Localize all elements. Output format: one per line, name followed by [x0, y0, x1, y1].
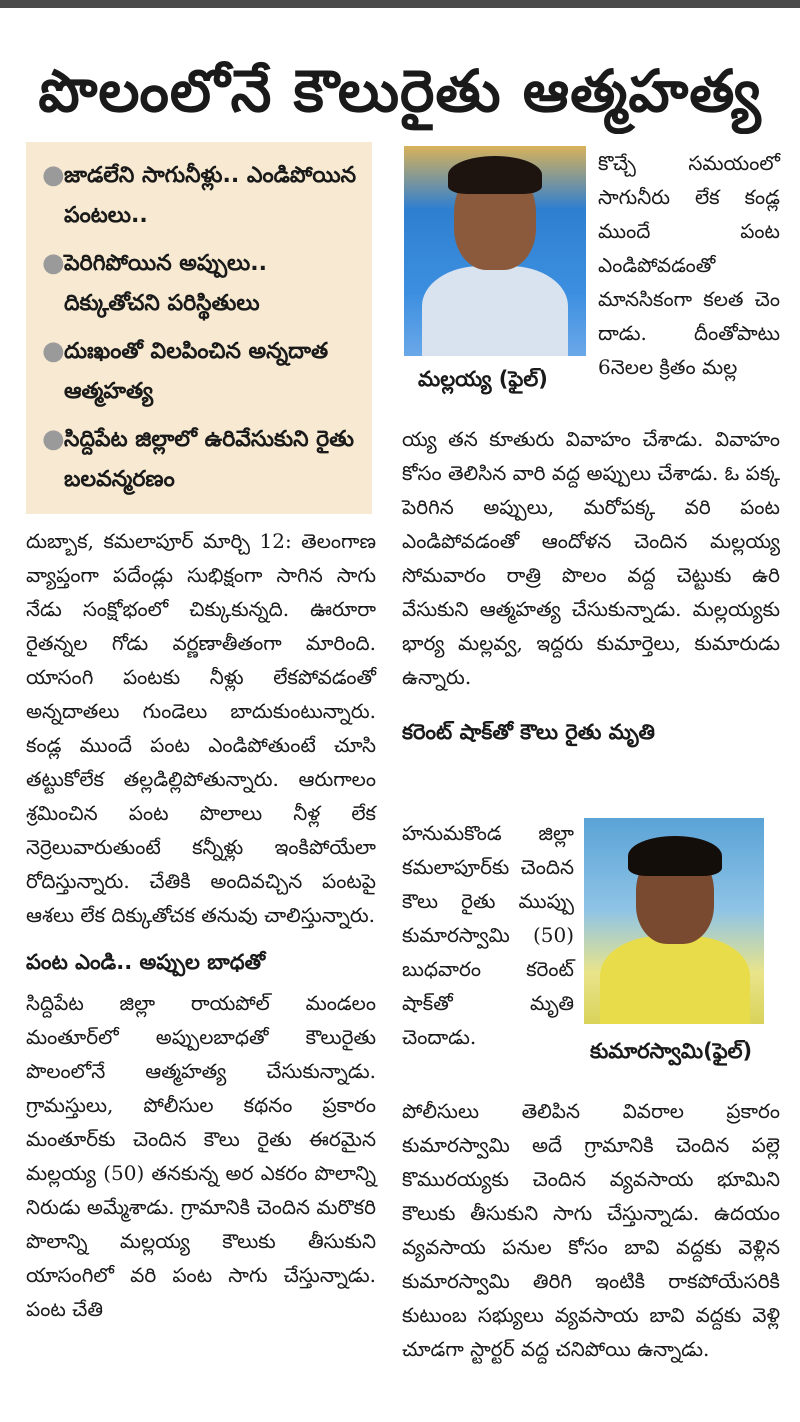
highlights-box	[26, 142, 372, 514]
kumaraswamy-photo	[584, 818, 764, 1024]
right-side-text-2	[402, 816, 574, 1054]
highlight-item	[42, 244, 362, 324]
right-side-text-1	[598, 146, 780, 384]
highlight-item	[42, 332, 362, 412]
highlight-text: సిద్దిపేట జిల్లాలో ఉరివేసుకుని రైతు బలవన్మరణం	[64, 427, 354, 492]
highlight-item	[42, 420, 362, 500]
intro-paragraph: దుబ్బాక, కమలాపూర్ మార్చి 12: తెలంగాణ వ్యాప్తంగా పదేండ్లు సుభిక్షంగా సాగిన సాగు నేడు సంక్షోభంలో చిక్కుకున్నది. ఊరూరా రైతన్నల గోడు వర్ణణాతీతంగా మారింది. యాసంగి పంటకు నీళ్లు లేకపోవడంతో అన్నదాతలు గుండెలు బాదుకుంటున్నారు. కండ్ల ముందే పంట ఎండిపోతుంటే చూసి తట్టుకోలేక తల్లడిల్లిపోతున్నారు. ఆరుగాలం శ్రమించిన పంట పొలాలు నీళ్ల లేక నెర్రెలువారుతుంటే కన్నీళ్లు ఇంకిపోయేలా రోదిస్తున్నారు. చేతికి అందివచ్చిన పంటపై ఆశలు లేక దిక్కుతోచక తనువు చాలిస్తున్నారు.	[26, 529, 376, 927]
bullet-icon: ●	[42, 424, 65, 454]
bullet-icon: ●	[42, 336, 65, 366]
side-paragraph-2: హనుమకొండ జిల్లా కమలాపూర్‌కు చెందిన కౌలు రైతు ముప్పు కుమారస్వామి (50) బుధవారం కరెంట్ షాక్‌తో మృతి చెందాడు.	[402, 821, 574, 1049]
highlight-item	[42, 156, 362, 236]
left-column	[26, 524, 376, 1326]
mallayya-continued-paragraph: య్య తన కూతురు వివాహం చేశాడు. వివాహం కోసం తెలిసిన వారి వద్ద అప్పులు చేశాడు. ఓ పక్క పెరిగిన అప్పులు, మరోపక్క వరి పంట ఎండిపోవడంతో ఆందోళన చెందిన మల్లయ్య సోమవారం రాత్రి పొలం వద్ద చెట్టుకు ఉరి వేసుకుని ఆత్మహత్య చేసుకున్నాడు. మల్లయ్యకు భార్య మల్లవ్వ, ఇద్దరు కుమార్తెలు, కుమారుడు ఉన్నారు.	[402, 427, 780, 689]
right-column-cont-2	[402, 1094, 780, 1366]
top-rule	[0, 0, 800, 8]
right-column-cont-1	[402, 422, 780, 752]
highlight-text: పెరిగిపోయిన అప్పులు.. దిక్కుతోచని పరిస్థితులు	[64, 251, 267, 316]
mallayya-photo	[404, 146, 586, 356]
side-paragraph-1: కొచ్చే సమయంలో సాగునీరు లేక కండ్ల ముందే పంట ఎండిపోవడంతో మానసికంగా కలత చెం దాడు. దీంతోపాటు 6నెలల క్రితం మల్ల	[598, 151, 780, 379]
kumaraswamy-photo-caption: కుమారస్వామి(ఫైల్)	[590, 1039, 753, 1063]
bullet-icon: ●	[42, 160, 65, 190]
highlight-text: దుఃఖంతో విలపించిన అన్నదాత ఆత్మహత్య	[64, 339, 329, 404]
article-headline: పొలంలోనే కౌలురైతు ఆత్మహత్య	[38, 57, 762, 125]
mallayya-story-paragraph: సిద్దిపేట జిల్లా రాయపోల్ మండలం మంతూర్‌లో అప్పులబాధతో కౌలురైతు పొలంలోనే ఆత్మహత్య చేసుకున్నాడు. గ్రామస్తులు, పోలీసుల కథనం ప్రకారం మంతూర్‌కు చెందిన కౌలు రైతు ఈరమైన మల్లయ్య (50) తనకున్న అర ఎకరం పొలాన్ని నిరుడు అమ్మేశాడు. గ్రామానికి చెందిన మరొకరి పొలాన్ని మల్లయ్య కౌలుకు తీసుకుని యాసంగిలో వరి పంట సాగు చేస్తున్నాడు. పంట చేతి	[26, 991, 376, 1321]
subheading-electric-shock: కరెంట్ షాక్‌తో కౌలు రైతు మృతి	[402, 720, 655, 744]
mallayya-photo-caption: మల్లయ్య (ఫైల్)	[418, 367, 548, 391]
bullet-icon: ●	[42, 248, 65, 278]
highlight-text: జాడలేని సాగునీళ్లు.. ఎండిపోయిన పంటలు..	[64, 163, 357, 228]
kumaraswamy-continued-paragraph: పోలీసులు తెలిపిన వివరాల ప్రకారం కుమారస్వామి అదే గ్రామానికి చెందిన పల్లె కొమురయ్యకు చెందిన వ్యవసాయ భూమిని కౌలుకు తీసుకుని సాగు చేస్తున్నాడు. ఉదయం వ్యవసాయ పనుల కోసం బావి వద్దకు వెళ్లిన కుమారస్వామి తిరిగి ఇంటికి రాకపోయేసరికి కుటుంబ సభ్యులు వ్యవసాయ బావి వద్దకు వెళ్లి చూడగా స్టార్టర్ వద్ద చనిపోయి ఉన్నాడు.	[402, 1099, 780, 1361]
subheading-crop-loss: పంట ఎండి.. అప్పుల బాధతో	[26, 950, 266, 974]
